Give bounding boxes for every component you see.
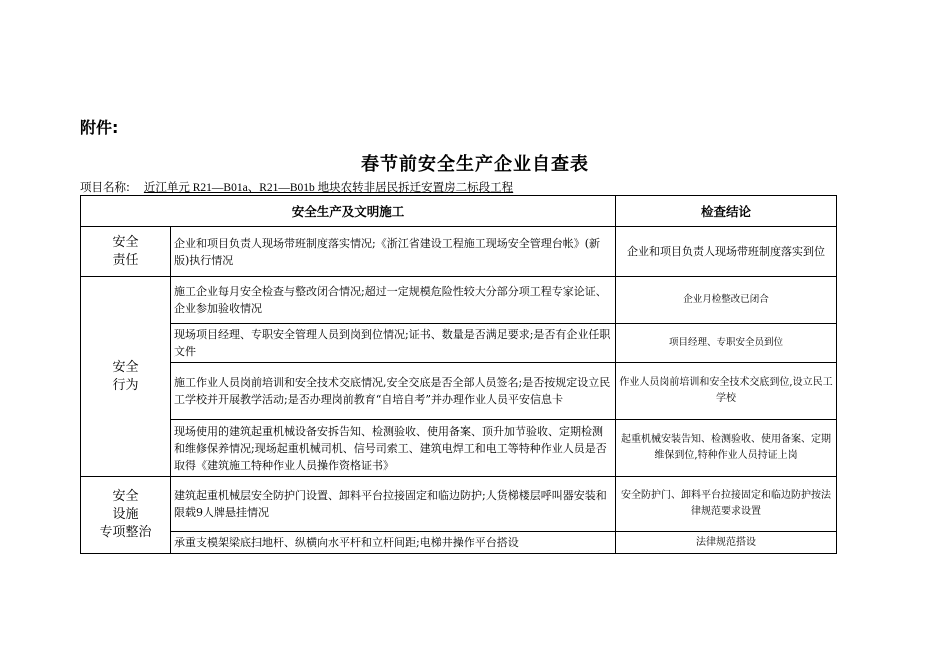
check-item: 企业和项目负责人现场带班制度落实情况;《浙江省建设工程施工现场安全管理台帐》(新版)执行情况 [171,227,616,277]
header-safety-production: 安全生产及文明施工 [81,196,616,227]
check-item: 施工作业人员岗前培训和安全技术交底情况,安全交底是否全部人员签名;是否按规定设立民工学校并开展教学活动;是否办理岗前教育“自培自考”并办理作业人员平安信息卡 [171,363,616,420]
check-item: 施工企业每月安全检查与整改闭合情况;超过一定规模危险性较大分部分项工程专家论证、企业参加验收情况 [171,277,616,324]
table-row [81,477,837,532]
check-item: 现场使用的建筑起重机械设备安拆告知、检测验收、使用备案、顶升加节验收、定期检测和维修保养情况;现场起重机械司机、信号司索工、建筑电焊工和电工等特种作业人员是否取得《建筑施工特种作业人员操作资格证书》 [171,420,616,477]
attachment-label: 附件: [80,118,119,137]
category-safety-responsibility [81,227,171,277]
check-conclusion: 项目经理、专职安全员到位 [616,324,837,363]
check-item: 现场项目经理、专职安全管理人员到岗到位情况;证书、数量是否满足要求;是否有企业任职文件 [171,324,616,363]
check-conclusion: 企业和项目负责人现场带班制度落实到位 [616,227,837,277]
category-label: 安全 责任 [112,234,139,268]
category-label: 安全 行为 [112,359,139,393]
category-safety-behavior [81,277,171,477]
project-line [80,179,519,195]
check-conclusion: 安全防护门、卸料平台拉接固定和临边防护按法律规范要求设置 [616,477,837,532]
table-row [81,227,837,277]
check-conclusion: 企业月检整改已闭合 [616,277,837,324]
category-label: 安全 设施 专项整治 [99,489,152,540]
check-item: 建筑起重机械层安全防护门设置、卸料平台拉接固定和临边防护;人货梯楼层呼叫器安装和限载9人牌悬挂情况 [171,477,616,532]
self-check-table [80,195,837,554]
header-check-conclusion: 检查结论 [616,196,837,227]
table-row [81,363,837,420]
project-name: 近江单元 R21—B01a、R21—B01b 地块农转非居民拆迁安置房二标段工程 [143,182,514,194]
check-item: 承重支模架梁底扫地杆、纵横向水平杆和立杆间距;电梯井操作平台搭设 [171,532,616,554]
check-conclusion: 作业人员岗前培训和安全技术交底到位,设立民工学校 [616,363,837,420]
project-label: 项目名称: [80,180,130,194]
table-row [81,324,837,363]
table-row [81,532,837,554]
table-row [81,277,837,324]
check-conclusion: 起重机械安装告知、检测验收、使用备案、定期维保到位,特种作业人员持证上岗 [616,420,837,477]
table-row [81,420,837,477]
document-title: 春节前安全生产企业自查表 [361,154,589,175]
check-conclusion: 法律规范搭设 [616,532,837,554]
table-header-row [81,196,837,227]
category-safety-facilities [81,477,171,554]
